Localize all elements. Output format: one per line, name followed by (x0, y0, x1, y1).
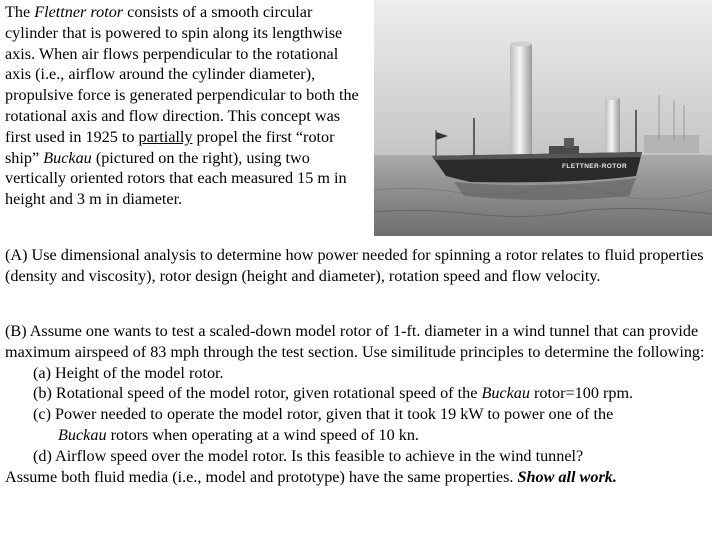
part-b-intro: (B) Assume one wants to test a scaled-down model rotor of 1-ft. diameter in a wind tunnel that can provide maximum airspeed of 83 mph through the test section. Use similitude principles to determine the following: (5, 322, 705, 361)
front-rotor (510, 44, 532, 162)
ship-photo-illustration (374, 0, 712, 236)
buckau-ship-photo (374, 0, 712, 236)
question-c-continued (58, 425, 715, 446)
question-b-pre: (b) Rotational speed of the model rotor, given rotational speed of the (33, 384, 482, 403)
show-all-work: Show all work. (517, 467, 617, 486)
rear-rotor-cap (605, 96, 620, 100)
intro-title-prefix: The (5, 3, 35, 21)
intro-text-1: consists of a smooth circular cylinder that is powered to spin along its lengthwise axis. When air flows perpendicular to the rotational axis (i.e., airflow around the cylinder diameter), propulsive force is generated perpendicular to both the rotational axis and flow direction. This concept was first used in 1925 to (5, 3, 359, 146)
intro-text-2: propel the first “rotor ship” (5, 127, 335, 167)
intro-text-3: (pictured on the right), using two vertically oriented rotors that each measured 15 m in height and 3 m in diameter. (5, 148, 347, 209)
rear-rotor (605, 98, 620, 160)
question-b-post: rotor=100 rpm. (529, 384, 634, 403)
question-c: (c) Power needed to operate the model rotor, given that it took 19 kW to power one of the (33, 405, 614, 424)
distant-ship (644, 135, 699, 153)
question-d: (d) Airflow speed over the model rotor. Is this feasible to achieve in the wind tunnel? (33, 446, 584, 465)
buckau-ship-name: Buckau (58, 425, 107, 444)
question-b (33, 383, 715, 404)
partially-underlined: partially (138, 127, 193, 146)
buckau-ship-name: Buckau (43, 148, 92, 167)
buckau-ship-name: Buckau (481, 384, 530, 403)
part-a-paragraph: (A) Use dimensional analysis to determine how power needed for spinning a rotor relates to fluid properties (density and viscosity), rotor design (height and diameter), rotation speed and flow velocity. (5, 246, 704, 285)
hull-lettering: FLETTNER-ROTOR (562, 163, 628, 170)
front-rotor-cap (510, 42, 532, 47)
closing-instruction (5, 467, 715, 488)
flettner-rotor-term: Flettner rotor (34, 3, 124, 21)
closing-text: Assume both fluid media (i.e., model and prototype) have the same properties. (5, 467, 518, 486)
question-c-post: rotors when operating at a wind speed of 10 kn. (106, 425, 419, 444)
question-a: (a) Height of the model rotor. (33, 363, 224, 382)
part-b-section (5, 321, 715, 487)
intro-paragraph (5, 2, 367, 210)
bridge (564, 138, 574, 148)
